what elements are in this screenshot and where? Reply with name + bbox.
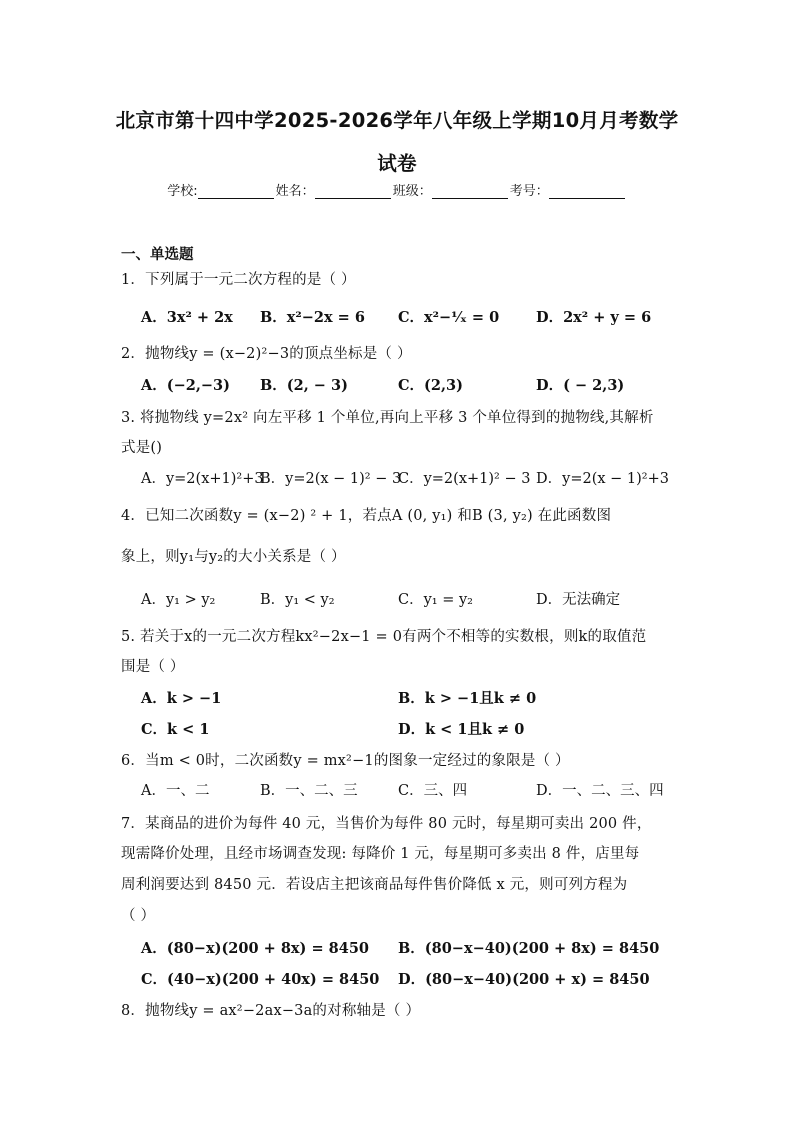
q6-option-c[interactable]: C．三、四 [398,783,468,799]
section-title: 一、单选题 [121,247,194,263]
q8-text: 8．抛物线y = ax²−2ax−3a的对称轴是（ ） [121,1003,421,1019]
exam-no-label: 考号： [509,184,549,199]
student-info-row [100,180,694,199]
q7-text-line3: 周利润要达到 8450 元．若设店主把该商品每件售价降低 x 元，则可列方程为 [121,877,628,893]
q3-text-line2: 式是() [121,440,163,456]
q1-option-b[interactable]: B．x²−2x = 6 [260,309,365,326]
q6-text: 6．当m < 0时，二次函数y = mx²−1的图象一定经过的象限是（ ） [121,753,570,769]
q4-option-c[interactable]: C．y₁ = y₂ [398,592,473,608]
q3-text-line1: 3. 将抛物线 y=2x² 向左平移 1 个单位,再向上平移 3 个单位得到的抛物线,其解析 [121,410,654,426]
class-label: 班级： [392,184,432,199]
q7-text-line4: （ ） [121,908,156,924]
q7-option-c[interactable]: C．(40−x)(200 + 40x) = 8450 [141,971,380,988]
class-field [393,180,510,199]
q3-option-b[interactable]: B．y=2(x − 1)² − 3 [260,471,402,487]
q5-option-b[interactable]: B．k > −1且k ≠ 0 [398,690,537,707]
q7-text-line2: 现需降价处理，且经市场调查发现: 每降价 1 元，每星期可多卖出 8 件，店里每 [121,846,640,862]
q7-option-d[interactable]: D．(80−x−40)(200 + x) = 8450 [398,971,650,988]
exam-title-line1: 北京市第十四中学2025-2026学年八年级上学期10月月考数学 [115,109,679,132]
q2-text: 2．抛物线y = (x−2)²−3的顶点坐标是（ ） [121,346,412,362]
q7-option-a[interactable]: A．(80−x)(200 + 8x) = 8450 [141,940,370,957]
q4-text-line2: 象上，则y₁与y₂的大小关系是（ ） [121,549,346,565]
q7-option-b[interactable]: B．(80−x−40)(200 + 8x) = 8450 [398,940,660,957]
q2-option-a[interactable]: A．(−2,−3) [141,377,230,394]
q3-option-c[interactable]: C．y=2(x+1)² − 3 [398,471,531,487]
q4-option-a[interactable]: A．y₁ > y₂ [141,592,216,608]
q7-text-line1: 7．某商品的进价为每件 40 元，当售价为每件 80 元时，每星期可卖出 200 件， [121,816,652,832]
exam-title-line2: 试卷 [377,152,417,175]
q5-text-line2: 围是（ ） [121,659,185,675]
exam-no-field [510,180,627,199]
q2-option-c[interactable]: C．(2,3) [398,377,463,394]
class-blank[interactable] [432,184,508,199]
name-field [276,180,393,199]
q2-option-b[interactable]: B．(2, − 3) [260,377,348,394]
q5-option-d[interactable]: D．k < 1且k ≠ 0 [398,721,525,738]
q4-text-line1: 4．已知二次函数y = (x−2) ² + 1，若点A (0, y₁) 和B (3, y₂) 在此函数图 [121,508,612,524]
school-blank[interactable] [198,184,274,199]
q6-option-a[interactable]: A．一、二 [141,783,210,799]
q1-option-d[interactable]: D．2x² + y = 6 [536,309,652,326]
school-label: 学校: [167,184,198,199]
q5-option-a[interactable]: A．k > −1 [141,690,222,707]
name-label: 姓名： [275,184,315,199]
name-blank[interactable] [315,184,391,199]
q1-option-a[interactable]: A．3x² + 2x [141,309,233,326]
exam-no-blank[interactable] [549,184,625,199]
q5-option-c[interactable]: C．k < 1 [141,721,210,738]
q5-text-line1: 5. 若关于x的一元二次方程kx²−2x−1 = 0有两个不相等的实数根，则k的取值范 [121,629,647,645]
q3-option-a[interactable]: A．y=2(x+1)²+3 [141,471,264,487]
q6-option-d[interactable]: D．一、二、三、四 [536,783,664,799]
q6-option-b[interactable]: B．一、二、三 [260,783,358,799]
q4-option-b[interactable]: B．y₁ < y₂ [260,592,335,608]
q4-option-d[interactable]: D．无法确定 [536,592,621,608]
q1-text: 1．下列属于一元二次方程的是（ ） [121,272,356,288]
q1-option-c[interactable]: C．x²−¹⁄ₓ = 0 [398,309,500,326]
q2-option-d[interactable]: D．( − 2,3) [536,377,625,394]
school-field [167,180,275,199]
q3-option-d[interactable]: D．y=2(x − 1)²+3 [536,471,669,487]
